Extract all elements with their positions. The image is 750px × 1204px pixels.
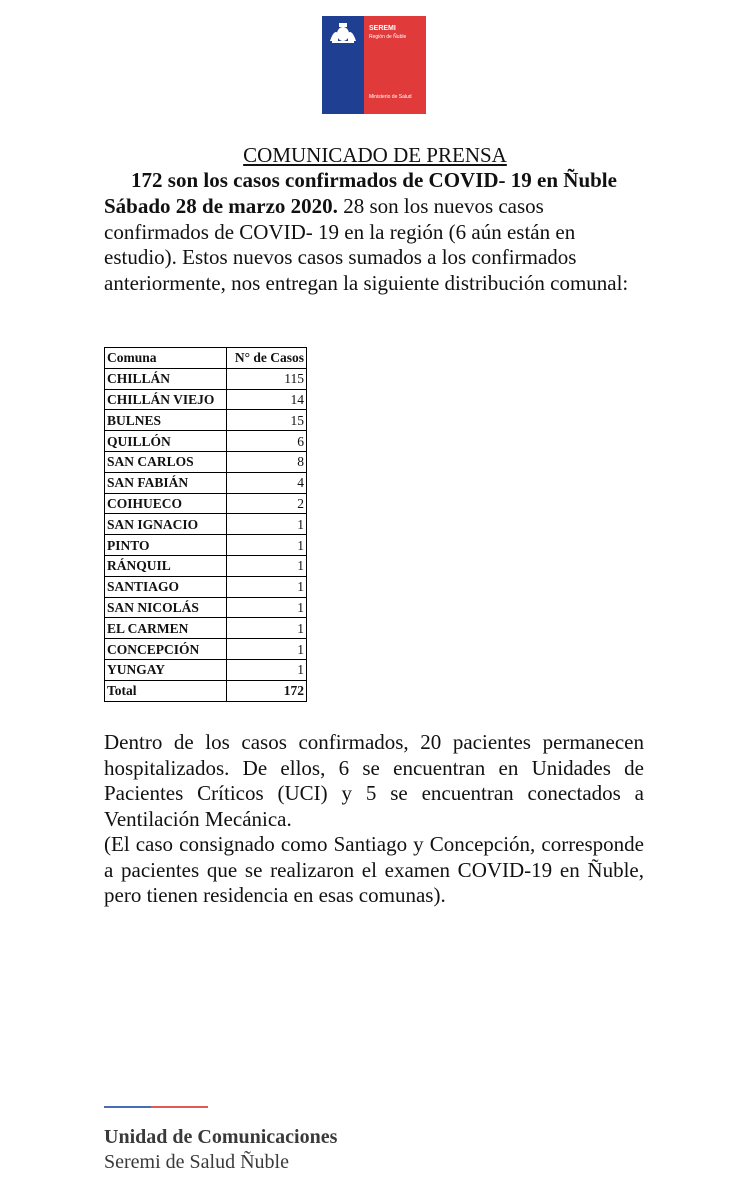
cell-comuna: SAN CARLOS: [105, 451, 227, 472]
header-comuna: Comuna: [105, 348, 227, 369]
table-row: [105, 618, 307, 639]
table-row: [105, 555, 307, 576]
table-row: [105, 514, 307, 535]
table-row: [105, 410, 307, 431]
press-release-heading: COMUNICADO DE PRENSA: [243, 143, 507, 167]
cell-comuna: BULNES: [105, 410, 227, 431]
cell-casos: 6: [227, 431, 307, 452]
intro-text: 28 son los nuevos casos confirmados de COVID- 19 en la región (6 aún están en estudio). Estos nuevos casos sumados a los confirmados anteriormente, nos entregan la siguiente distribución comunal:: [104, 194, 629, 295]
cell-comuna: CHILLÁN VIEJO: [105, 389, 227, 410]
hospitalization-paragraph: Dentro de los casos confirmados, 20 pacientes permanecen hospitalizados. De ellos, 6 se encuentran en Unidades de Pacientes Críticos (UCI) y 5 se encuentran conectados a Ventilación Mecánica.: [104, 730, 644, 832]
table-row: [105, 535, 307, 556]
cell-comuna: CONCEPCIÓN: [105, 639, 227, 660]
cell-comuna: EL CARMEN: [105, 618, 227, 639]
cell-comuna: CHILLÁN: [105, 368, 227, 389]
cell-casos: 115: [227, 368, 307, 389]
table-row: [105, 659, 307, 680]
cell-comuna: SAN NICOLÁS: [105, 597, 227, 618]
footer-org: Seremi de Salud Ñuble: [104, 1151, 289, 1173]
footer-unit: Unidad de Comunicaciones: [104, 1126, 338, 1148]
table-row: [105, 368, 307, 389]
table-row: [105, 389, 307, 410]
cell-comuna: RÁNQUIL: [105, 555, 227, 576]
cell-casos: 1: [227, 618, 307, 639]
table-total-row: [105, 680, 307, 701]
total-value: 172: [227, 680, 307, 701]
cell-casos: 1: [227, 576, 307, 597]
table-row: [105, 472, 307, 493]
press-release-subtitle: 172 son los casos confirmados de COVID- 19 en Ñuble: [131, 168, 617, 192]
cell-casos: 8: [227, 451, 307, 472]
logo-blue-panel: [322, 16, 364, 114]
cell-comuna: PINTO: [105, 535, 227, 556]
cell-comuna: SANTIAGO: [105, 576, 227, 597]
cell-comuna: YUNGAY: [105, 659, 227, 680]
cell-casos: 1: [227, 514, 307, 535]
cell-comuna: QUILLÓN: [105, 431, 227, 452]
footer-divider: [104, 1106, 208, 1108]
seremi-logo: [322, 16, 426, 114]
cell-casos: 1: [227, 639, 307, 660]
table-row: [105, 576, 307, 597]
cell-casos: 1: [227, 659, 307, 680]
cell-casos: 1: [227, 555, 307, 576]
cases-by-comuna-table: [104, 347, 307, 702]
cell-comuna: SAN FABIÁN: [105, 472, 227, 493]
intro-paragraph: [104, 194, 644, 296]
total-label: Total: [105, 680, 227, 701]
cell-casos: 14: [227, 389, 307, 410]
logo-text-region: Región de Ñuble: [369, 34, 407, 40]
table-row: [105, 451, 307, 472]
cell-casos: 1: [227, 597, 307, 618]
residence-note-paragraph: (El caso consignado como Santiago y Concepción, corresponde a pacientes que se realizaron el examen COVID-19 en Ñuble, pero tienen residencia en esas comunas).: [104, 832, 644, 908]
chile-coat-of-arms-icon: [322, 16, 364, 50]
header-casos: N° de Casos: [227, 348, 307, 369]
table-row: [105, 597, 307, 618]
cell-casos: 4: [227, 472, 307, 493]
table-row: [105, 639, 307, 660]
intro-date: Sábado 28 de marzo 2020.: [104, 194, 338, 218]
table-row: [105, 493, 307, 514]
cell-casos: 15: [227, 410, 307, 431]
table-header-row: [105, 348, 307, 369]
cell-casos: 1: [227, 535, 307, 556]
logo-red-panel: [364, 16, 426, 114]
cell-casos: 2: [227, 493, 307, 514]
cell-comuna: COIHUECO: [105, 493, 227, 514]
logo-text-seremi: SEREMI: [369, 25, 396, 32]
logo-text-ministerio: Ministerio de Salud: [369, 94, 412, 100]
cell-comuna: SAN IGNACIO: [105, 514, 227, 535]
table-row: [105, 431, 307, 452]
